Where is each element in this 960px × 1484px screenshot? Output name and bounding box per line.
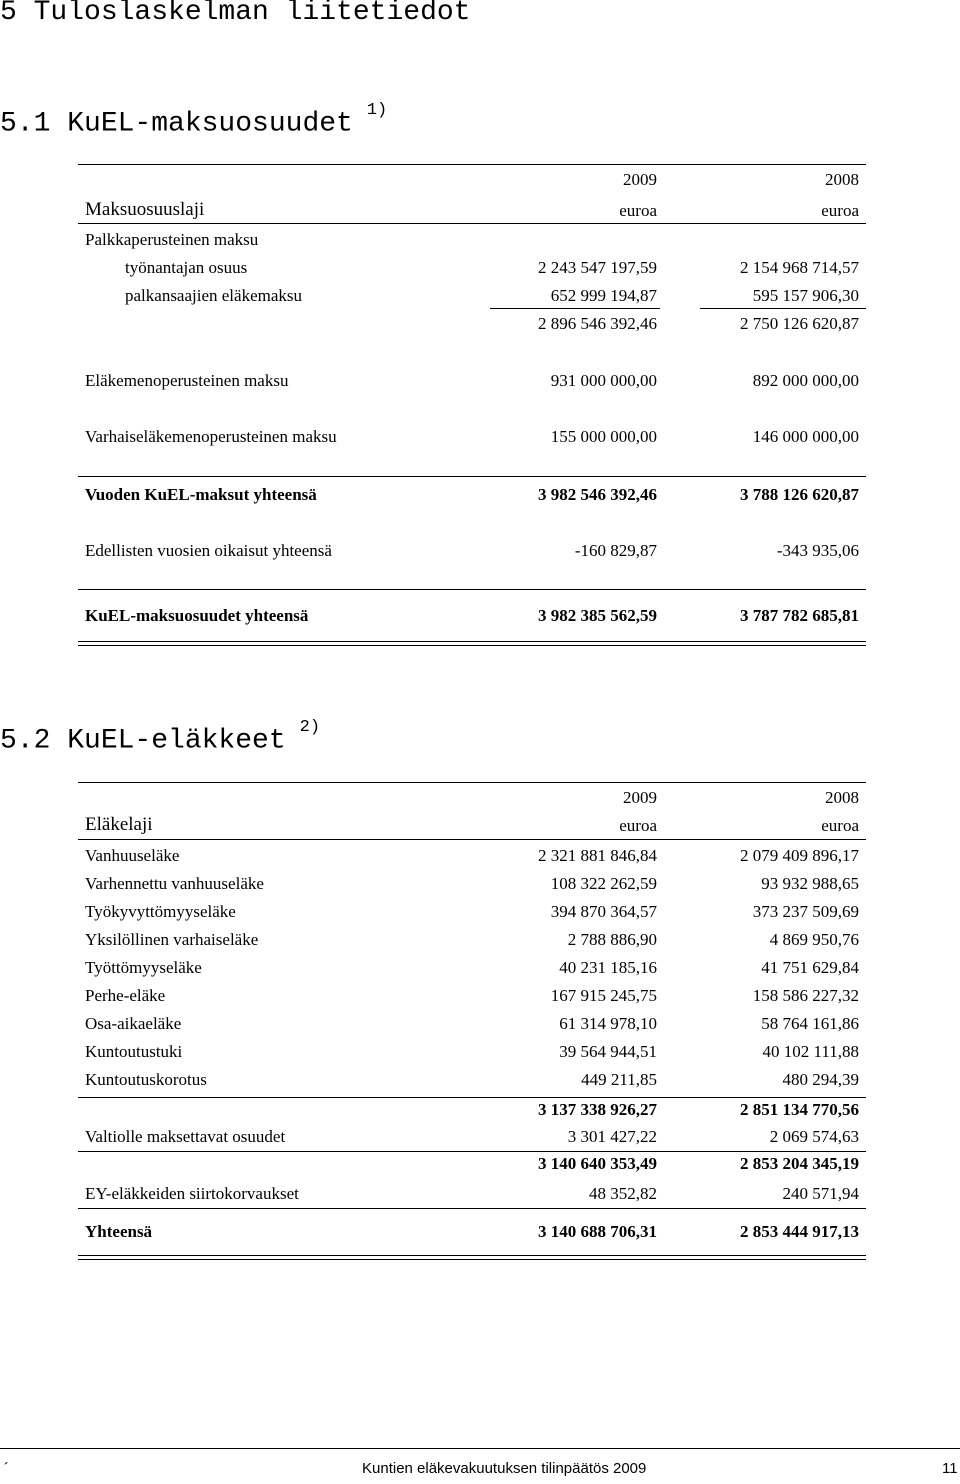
section-title-5-1 (0, 101, 388, 140)
value-2008: 4 869 950,76 (769, 930, 859, 949)
table-top-rule (78, 782, 866, 783)
row-label: Osa-aikaeläke (85, 1014, 182, 1033)
value-2009: 155 000 000,00 (550, 427, 657, 446)
value-2008: 2 079 409 896,17 (740, 846, 859, 865)
table-top-rule (78, 164, 866, 165)
total-top-rule (78, 1208, 866, 1209)
row-label: Vanhuuseläke (85, 846, 180, 865)
value-2008: 2 069 574,63 (769, 1127, 859, 1146)
year-header-2009: 2009 (623, 788, 657, 807)
value-2009: 48 352,82 (589, 1184, 657, 1203)
footnote-marker: 2) (299, 718, 321, 737)
value-2008: 3 787 782 685,81 (740, 606, 859, 625)
value-2009: 3 982 546 392,46 (538, 485, 657, 504)
header-bottom-rule (78, 223, 866, 224)
value-2008: -343 935,06 (776, 541, 859, 560)
subtotal-2009: 3 140 640 353,49 (538, 1154, 657, 1173)
subtotal-2008: 2 851 134 770,56 (740, 1100, 859, 1119)
year-header-2008: 2008 (825, 170, 859, 189)
row-label: Yhteensä (85, 1222, 153, 1241)
value-2008: 373 237 509,69 (752, 902, 859, 921)
value-2008: 480 294,39 (782, 1070, 859, 1089)
column-header-left: Eläkelaji (85, 814, 153, 835)
value-2008: 240 571,94 (782, 1184, 859, 1203)
row-label: Vuoden KuEL-maksut yhteensä (85, 485, 317, 504)
row-label: Kuntoutuskorotus (85, 1070, 207, 1089)
row-label: KuEL-maksuosuudet yhteensä (85, 606, 309, 625)
row-label: Työkyvyttömyyseläke (85, 902, 236, 921)
value-2008: 40 102 111,88 (762, 1042, 859, 1061)
value-2008: 158 586 227,32 (752, 986, 859, 1005)
total-top-rule (78, 476, 866, 477)
value-2009: 40 231 185,16 (559, 958, 657, 977)
section-title-text: 5.2 KuEL-eläkkeet (0, 725, 286, 757)
row-label: työnantajan osuus (125, 258, 248, 277)
unit-header-2009: euroa (619, 816, 657, 835)
row-label: palkansaajien eläkemaksu (125, 286, 303, 305)
subtotal-2009: 2 896 546 392,46 (538, 314, 657, 333)
row-label: Varhennettu vanhuuseläke (85, 874, 264, 893)
value-2009: 3 140 688 706,31 (538, 1222, 657, 1241)
value-2008: 892 000 000,00 (752, 371, 859, 390)
row-label: Eläkemenoperusteinen maksu (85, 371, 289, 390)
value-2009: 3 301 427,22 (567, 1127, 657, 1146)
value-2008: 2 853 444 917,13 (740, 1222, 859, 1241)
footer-title: Kuntien eläkevakuutuksen tilinpäätös 2009 (362, 1460, 647, 1477)
total-double-rule (78, 1255, 866, 1260)
value-2009: 3 982 385 562,59 (538, 606, 657, 625)
year-header-2008: 2008 (825, 788, 859, 807)
value-2009: 2 243 547 197,59 (538, 258, 657, 277)
row-label: Työttömyyseläke (85, 958, 202, 977)
row-label: Kuntoutustuki (85, 1042, 183, 1061)
page-number: 11 (942, 1460, 958, 1477)
row-label: Valtiolle maksettavat osuudet (85, 1127, 286, 1146)
subtotal-2008: 2 853 204 345,19 (740, 1154, 859, 1173)
value-2009: 652 999 194,87 (550, 286, 657, 305)
subtotal-2008: 2 750 126 620,87 (740, 314, 859, 333)
unit-header-2008: euroa (821, 816, 859, 835)
section-title-text: 5.1 KuEL-maksuosuudet (0, 108, 353, 140)
section-title-5-2 (0, 718, 321, 757)
sum-rule-2009 (490, 308, 660, 309)
grand-total-top-rule (78, 589, 866, 590)
value-2009: 39 564 944,51 (559, 1042, 657, 1061)
value-2009: 394 870 364,57 (550, 902, 657, 921)
value-2009: 167 915 245,75 (550, 986, 657, 1005)
footer-rule (0, 1448, 960, 1449)
unit-header-2009: euroa (619, 201, 657, 220)
year-header-2009: 2009 (623, 170, 657, 189)
subtotal-2009: 3 137 338 926,27 (538, 1100, 657, 1119)
value-2008: 58 764 161,86 (761, 1014, 859, 1033)
grand-total-double-rule (78, 641, 866, 646)
value-2008: 595 157 906,30 (752, 286, 859, 305)
row-label: Perhe-eläke (85, 986, 166, 1005)
unit-header-2008: euroa (821, 201, 859, 220)
header-bottom-rule (78, 839, 866, 840)
sum-rule-2008 (700, 308, 866, 309)
subtotal-rule (78, 1097, 866, 1098)
value-2009: 2 788 886,90 (567, 930, 657, 949)
row-label: Edellisten vuosien oikaisut yhteensä (85, 541, 332, 560)
value-2008: 93 932 988,65 (761, 874, 859, 893)
value-2009: 931 000 000,00 (550, 371, 657, 390)
value-2009: 61 314 978,10 (559, 1014, 657, 1033)
row-label: EY-eläkkeiden siirtokorvaukset (85, 1184, 299, 1203)
value-2009: 449 211,85 (581, 1070, 657, 1089)
value-2008: 3 788 126 620,87 (740, 485, 859, 504)
group-label: Palkkaperusteinen maksu (85, 230, 259, 249)
value-2009: 108 322 262,59 (550, 874, 657, 893)
page-heading: 5 Tuloslaskelman liitetiedot (0, 0, 471, 28)
row-label: Yksilöllinen varhaiseläke (85, 930, 259, 949)
value-2009: -160 829,87 (574, 541, 657, 560)
footnote-marker: 1) (366, 101, 388, 120)
footer-mark: ´ (4, 1460, 9, 1477)
row-label: Varhaiseläkemenoperusteinen maksu (85, 427, 337, 446)
value-2008: 41 751 629,84 (761, 958, 859, 977)
subtotal-rule (78, 1151, 866, 1152)
value-2009: 2 321 881 846,84 (538, 846, 657, 865)
value-2008: 2 154 968 714,57 (740, 258, 859, 277)
value-2008: 146 000 000,00 (752, 427, 859, 446)
column-header-left: Maksuosuuslaji (85, 199, 205, 220)
